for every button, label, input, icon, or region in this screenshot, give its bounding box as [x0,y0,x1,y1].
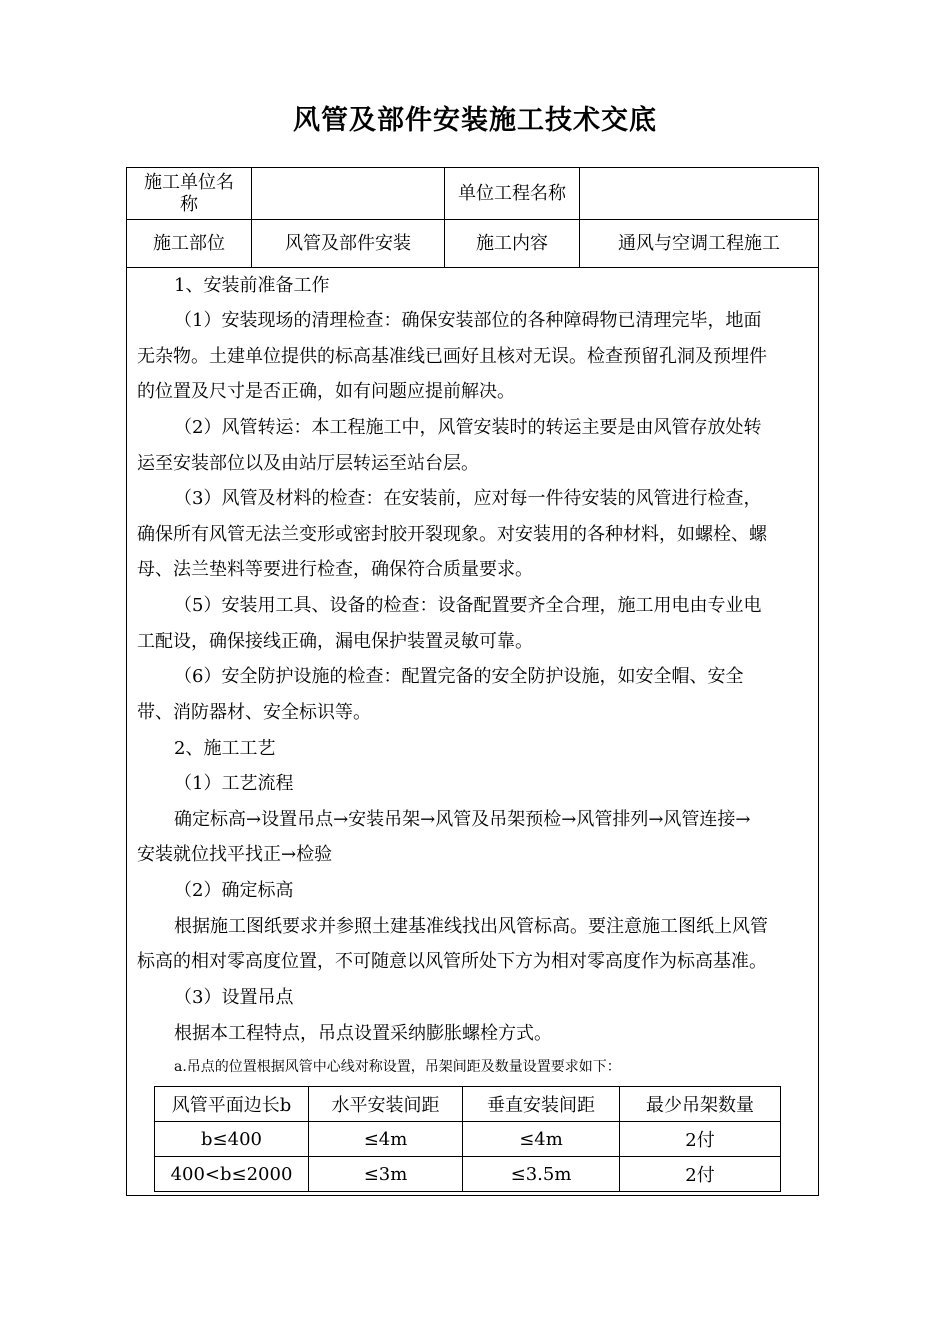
label-project-name: 单位工程名称 [458,182,566,204]
paragraph-line: 母、法兰垫料等要进行检查，确保符合质量要求。 [137,559,533,580]
paragraph-line: 的位置及尺寸是否正确，如有问题应提前解决。 [137,381,515,402]
table-cell: ≤4m [309,1122,463,1157]
paragraph-line: 根据本工程特点，吊点设置采纳膨胀螺栓方式。 [174,1023,552,1044]
table-header-cell: 最少吊架数量 [620,1087,781,1122]
table-cell: ≤3m [309,1157,463,1192]
table-header-row [155,1087,781,1122]
paragraph-line: （1）安装现场的清理检查：确保安装部位的各种障碍物已清理完毕，地面 [174,310,762,331]
paragraph-line: 根据施工图纸要求并参照土建基准线找出风管标高。要注意施工图纸上风管 [174,916,768,937]
hanger-spacing-table [154,1086,781,1192]
section-heading: 2、施工工艺 [174,738,276,759]
paragraph-line: （2）风管转运：本工程施工中，风管安装时的转运主要是由风管存放处转 [174,417,762,438]
table-row [155,1157,781,1192]
section-heading: 1、安装前准备工作 [174,275,330,296]
label-construction-part: 施工部位 [153,232,225,254]
subsection-heading: （2）确定标高 [174,880,294,901]
paragraph-line: （5）安装用工具、设备的检查：设备配置要齐全合理，施工用电由专业电 [174,595,762,616]
row-divider [127,267,818,268]
value-construction-content: 通风与空调工程施工 [618,232,780,254]
paragraph-line: 确保所有风管无法兰变形或密封胶开裂现象。对安装用的各种材料，如螺栓、螺 [137,524,767,545]
table-row [155,1122,781,1157]
table-cell: ≤3.5m [463,1157,620,1192]
subsection-heading: （1）工艺流程 [174,773,294,794]
table-header-cell: 水平安装间距 [309,1087,463,1122]
paragraph-line: 工配设，确保接线正确，漏电保护装置灵敏可靠。 [137,631,533,652]
paragraph-line: 带、消防器材、安全标识等。 [137,702,371,723]
document-title: 风管及部件安装施工技术交底 [293,105,657,136]
value-construction-unit [252,168,444,219]
process-flow-line: 安装就位找平找正→检验 [137,844,333,865]
paragraph-line: a.吊点的位置根据风管中心线对称设置，吊架间距及数量设置要求如下： [174,1059,621,1075]
paragraph-line: （6）安全防护设施的检查：配置完备的安全防护设施，如安全帽、安全 [174,666,744,687]
table-cell: 2付 [620,1122,781,1157]
process-flow-line: 确定标高→设置吊点→安装吊架→风管及吊架预检→风管排列→风管连接→ [174,809,751,830]
paragraph-line: 无杂物。土建单位提供的标高基准线已画好且核对无误。检查预留孔洞及预埋件 [137,346,767,367]
table-header-cell: 垂直安装间距 [463,1087,620,1122]
table-cell: 2付 [620,1157,781,1192]
value-project-name [580,168,818,219]
value-construction-part: 风管及部件安装 [285,232,411,254]
table-header-cell: 风管平面边长b [155,1087,309,1122]
table-cell: ≤4m [463,1122,620,1157]
paragraph-line: 标高的相对零高度位置，不可随意以风管所处下方为相对零高度作为标高基准。 [137,951,767,972]
paragraph-line: 运至安装部位以及由站厅层转运至站台层。 [137,453,479,474]
paragraph-line: （3）风管及材料的检查：在安装前，应对每一件待安装的风管进行检查， [174,488,762,509]
table-cell: 400<b≤2000 [155,1157,309,1192]
label-construction-content: 施工内容 [476,232,548,254]
label-construction-unit: 施工单位名称 [144,171,234,215]
table-cell: b≤400 [155,1122,309,1157]
subsection-heading: （3）设置吊点 [174,987,294,1008]
disclosure-form [126,167,819,1196]
